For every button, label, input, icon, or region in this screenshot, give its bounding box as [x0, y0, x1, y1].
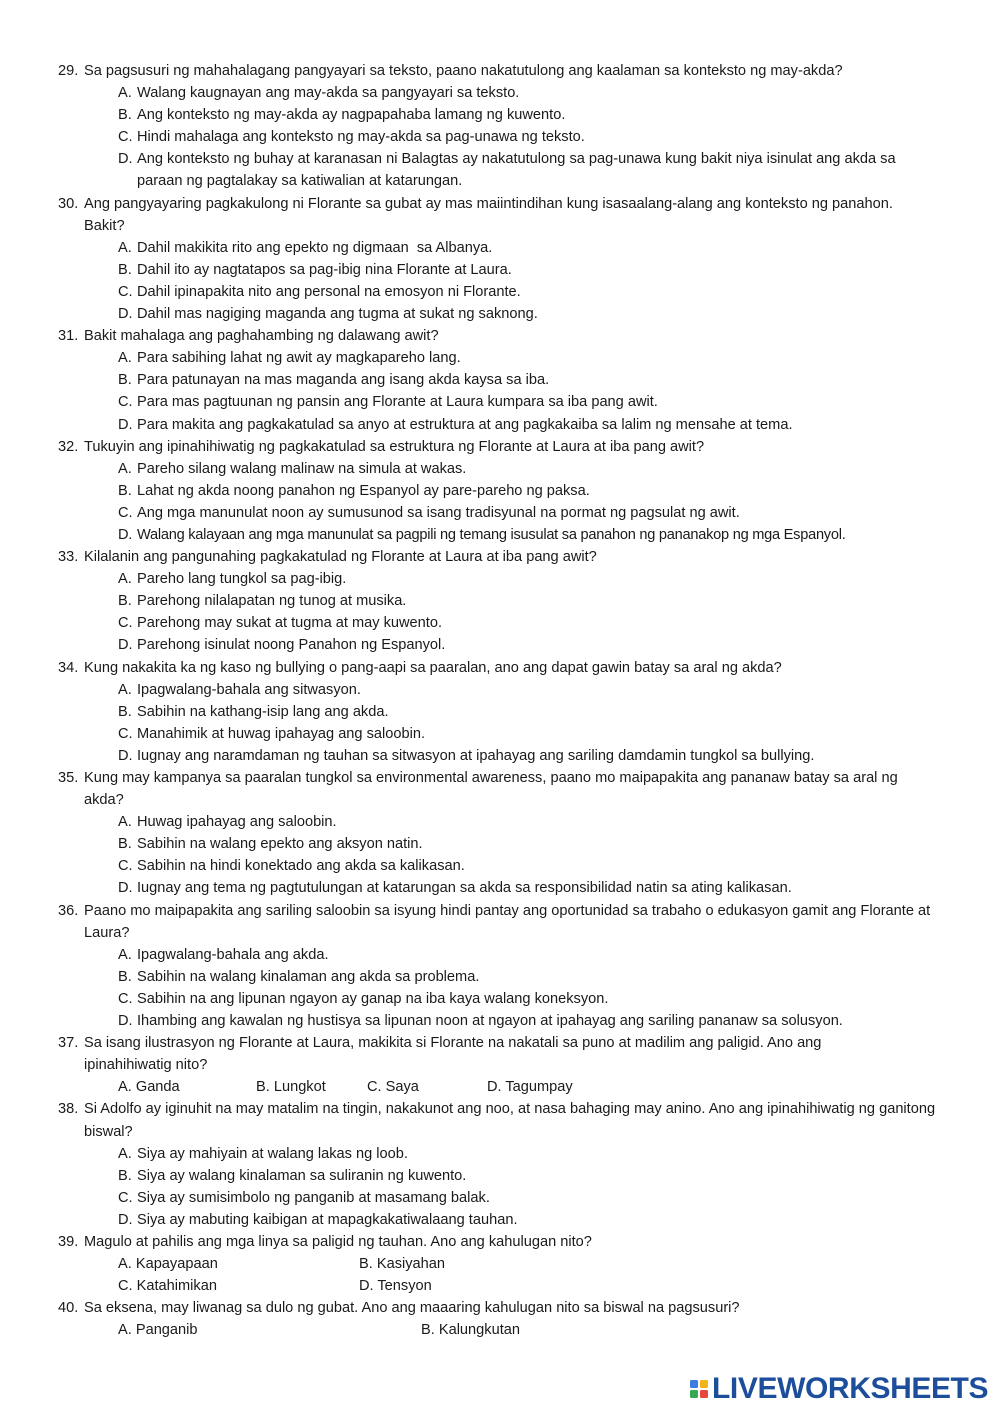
- option-letter: D.: [118, 637, 133, 654]
- option-a[interactable]: A. Panganib: [118, 1322, 198, 1339]
- question-text: [0, 325, 999, 347]
- option-letter: C.: [118, 394, 133, 411]
- option-c[interactable]: C. Saya: [367, 1079, 419, 1096]
- option-b[interactable]: [0, 590, 999, 612]
- option-letter: A.: [118, 350, 132, 367]
- option-letter: B.: [118, 482, 132, 499]
- question-text: [0, 1032, 999, 1076]
- grid-option-row-2: [0, 1275, 999, 1297]
- question-number: 31.: [58, 328, 79, 345]
- option-b[interactable]: [0, 1165, 999, 1187]
- option-letter: B.: [118, 107, 132, 124]
- option-letter: D.: [118, 747, 133, 764]
- option-b[interactable]: [0, 480, 999, 502]
- question-number: 29.: [58, 63, 79, 79]
- liveworksheets-logo: [690, 1372, 988, 1406]
- logo-square-icon: [690, 1380, 698, 1388]
- option-text: Ang konteksto ng may-akda ay nagpapahaba lamang ng kuwento.: [137, 107, 566, 124]
- option-letter: C.: [118, 858, 133, 875]
- option-text: Dahil ito ay nagtatapos sa pag-ibig nina Florante at Laura.: [137, 261, 512, 278]
- option-b[interactable]: B. Kasiyahan: [359, 1256, 445, 1273]
- option-text: Walang kaugnayan ang may-akda sa pangyayari sa teksto.: [137, 85, 520, 102]
- question-38: [0, 1098, 999, 1231]
- option-letter: C.: [118, 1189, 133, 1206]
- option-c[interactable]: [0, 1187, 999, 1209]
- option-list: [0, 944, 999, 1032]
- option-d[interactable]: [0, 303, 999, 325]
- logo-mark-icon: [690, 1380, 708, 1398]
- question-30: [0, 193, 999, 326]
- option-letter: A.: [118, 85, 132, 102]
- option-letter: C.: [118, 725, 133, 742]
- option-text: Ipagwalang-bahala ang sitwasyon.: [137, 681, 361, 698]
- option-letter: A.: [118, 1145, 132, 1162]
- logo-square-icon: [700, 1390, 708, 1398]
- option-text: Pareho silang walang malinaw na simula at wakas.: [137, 460, 467, 477]
- option-text: Ang mga manunulat noon ay sumusunod sa isang tradisyunal na pormat ng pagsulat ng awit.: [137, 504, 740, 521]
- option-a[interactable]: [0, 568, 999, 590]
- option-d[interactable]: D. Tensyon: [359, 1278, 432, 1295]
- option-a[interactable]: [0, 82, 999, 104]
- question-text: [0, 1231, 999, 1253]
- option-letter: C.: [118, 129, 133, 146]
- option-a[interactable]: A. Kapayapaan: [118, 1256, 218, 1273]
- question-number: 32.: [58, 438, 79, 455]
- option-d[interactable]: [0, 1209, 999, 1231]
- question-number: 39.: [58, 1233, 79, 1250]
- question-stem: Tukuyin ang ipinahihiwatig ng pagkakatulad sa estruktura ng Florante at Laura at iba pang awit?: [84, 438, 705, 455]
- option-list: [0, 347, 999, 435]
- question-stem: Ang pangyayaring pagkakulong ni Florante sa gubat ay mas maiintindihan kung isasaalang-alang ang konteksto ng panahon. Bakit?: [84, 195, 893, 234]
- question-36: [0, 900, 999, 1033]
- option-d[interactable]: [0, 1010, 999, 1032]
- option-b[interactable]: [0, 259, 999, 281]
- option-a[interactable]: [0, 811, 999, 833]
- option-text: Huwag ipahayag ang saloobin.: [137, 814, 337, 831]
- option-letter: D.: [118, 1013, 133, 1030]
- option-d[interactable]: [0, 877, 999, 899]
- question-text: [0, 900, 999, 944]
- question-stem: Sa pagsusuri ng mahahalagang pangyayari sa teksto, paano nakatutulong ang kaalaman sa konteksto ng may-akda?: [84, 63, 843, 79]
- option-text: Dahil ipinapakita nito ang personal na emosyon ni Florante.: [137, 283, 521, 300]
- question-number: 40.: [58, 1300, 79, 1317]
- option-letter: B.: [118, 968, 132, 985]
- worksheet: [0, 60, 999, 1341]
- option-letter: B.: [118, 261, 132, 278]
- option-list: [0, 811, 999, 899]
- question-text: [0, 1098, 999, 1142]
- option-letter: A.: [118, 239, 132, 256]
- option-c[interactable]: [0, 502, 999, 524]
- option-list: [0, 1143, 999, 1231]
- option-text: Para makita ang pagkakatulad sa anyo at estruktura at ang pagkakaiba sa lalim ng mensahe at tema.: [137, 416, 793, 433]
- option-text: Sabihin na hindi konektado ang akda sa kalikasan.: [137, 858, 465, 875]
- option-text: Ipagwalang-bahala ang akda.: [137, 946, 329, 963]
- option-c[interactable]: [0, 612, 999, 634]
- option-text: Siya ay mabuting kaibigan at mapagkakatiwalaang tauhan.: [137, 1211, 518, 1228]
- question-29: [0, 60, 999, 193]
- option-letter: C.: [118, 283, 133, 300]
- question-text: [0, 60, 999, 82]
- option-text: Sabihin na kathang-isip lang ang akda.: [137, 703, 389, 720]
- option-text: Siya ay mahiyain at walang lakas ng loob.: [137, 1145, 408, 1162]
- option-a[interactable]: [0, 679, 999, 701]
- question-stem: Kilalanin ang pangunahing pagkakatulad ng Florante at Laura at iba pang awit?: [84, 549, 597, 566]
- option-letter: B.: [118, 703, 132, 720]
- question-text: [0, 436, 999, 458]
- option-letter: C.: [118, 504, 133, 521]
- question-stem: Sa eksena, may liwanag sa dulo ng gubat. Ano ang maaaring kahulugan nito sa biswal na pagsusuri?: [84, 1300, 740, 1317]
- option-letter: D.: [118, 306, 133, 323]
- option-text: Lahat ng akda noong panahon ng Espanyol ay pare-pareho ng paksa.: [137, 482, 590, 499]
- option-text: Parehong isinulat noong Panahon ng Espanyol.: [137, 637, 446, 654]
- option-list: [0, 679, 999, 767]
- question-text: [0, 546, 999, 568]
- option-b[interactable]: [0, 104, 999, 126]
- option-a[interactable]: [0, 458, 999, 480]
- option-text: Walang kalayaan ang mga manunulat sa pagpili ng temang isusulat sa panahon ng pananakop ng mga Espanyol.: [137, 526, 846, 543]
- option-a[interactable]: [0, 347, 999, 369]
- question-number: 36.: [58, 902, 79, 919]
- option-b[interactable]: B. Kalungkutan: [421, 1322, 520, 1339]
- question-31: [0, 325, 999, 435]
- question-number: 33.: [58, 549, 79, 566]
- option-d[interactable]: [0, 414, 999, 436]
- option-text: Parehong nilalapatan ng tunog at musika.: [137, 593, 407, 610]
- option-letter: A.: [118, 460, 132, 477]
- option-text: Para patunayan na mas maganda ang isang akda kaysa sa iba.: [137, 372, 550, 389]
- option-text: Hindi mahalaga ang konteksto ng may-akda sa pag-unawa ng teksto.: [137, 129, 585, 146]
- option-c[interactable]: [0, 281, 999, 303]
- option-text: Pareho lang tungkol sa pag-ibig.: [137, 571, 347, 588]
- option-d[interactable]: [0, 634, 999, 656]
- option-letter: B.: [118, 836, 132, 853]
- question-stem: Kung nakakita ka ng kaso ng bullying o pang-aapi sa paaralan, ano ang dapat gawin batay sa aral ng akda?: [84, 659, 782, 676]
- question-stem: Magulo at pahilis ang mga linya sa paligid ng tauhan. Ano ang kahulugan nito?: [84, 1233, 592, 1250]
- option-list: [0, 82, 999, 192]
- question-number: 37.: [58, 1035, 79, 1052]
- option-c[interactable]: [0, 126, 999, 148]
- logo-square-icon: [690, 1390, 698, 1398]
- option-text: Iugnay ang tema ng pagtutulungan at katarungan sa akda sa responsibilidad natin sa ating kalikasan.: [137, 880, 792, 897]
- option-letter: B.: [118, 593, 132, 610]
- option-d[interactable]: [0, 148, 999, 192]
- question-stem: Si Adolfo ay iginuhit na may matalim na tingin, nakakunot ang noo, at nasa bahaging may anino. Ano ang ipinahihiwatig ng ganitong biswal?: [84, 1101, 936, 1140]
- option-b[interactable]: [0, 966, 999, 988]
- option-text: Sabihin na walang epekto ang aksyon natin.: [137, 836, 423, 853]
- option-c[interactable]: [0, 855, 999, 877]
- option-text: Siya ay sumisimbolo ng panganib at masamang balak.: [137, 1189, 490, 1206]
- option-letter: D.: [118, 1211, 133, 1228]
- option-list: [0, 458, 999, 546]
- question-40: [0, 1297, 999, 1341]
- option-text: Siya ay walang kinalaman sa suliranin ng kuwento.: [137, 1167, 467, 1184]
- option-letter: A.: [118, 814, 132, 831]
- option-a[interactable]: [0, 944, 999, 966]
- option-a[interactable]: [0, 237, 999, 259]
- question-stem: Paano mo maipapakita ang sariling saloobin sa isyung hindi pantay ang oportunidad sa trabaho o edukasyon gamit ang Florante at Laura?: [84, 902, 931, 941]
- option-b[interactable]: [0, 833, 999, 855]
- option-b[interactable]: [0, 701, 999, 723]
- option-d[interactable]: [0, 524, 999, 546]
- option-b[interactable]: B. Lungkot: [256, 1079, 326, 1096]
- option-text: Manahimik at huwag ipahayag ang saloobin.: [137, 725, 426, 742]
- option-text: Para sabihing lahat ng awit ay magkapareho lang.: [137, 350, 461, 367]
- option-text: Dahil mas nagiging maganda ang tugma at sukat ng saknong.: [137, 306, 538, 323]
- option-list: [0, 237, 999, 325]
- option-letter: A.: [118, 946, 132, 963]
- option-list: [0, 568, 999, 656]
- logo-square-icon: [700, 1380, 708, 1388]
- option-text: Sabihin na ang lipunan ngayon ay ganap na iba kaya walang koneksyon.: [137, 990, 609, 1007]
- option-letter: D.: [118, 151, 133, 168]
- inline-option-row: [0, 1076, 999, 1098]
- option-c[interactable]: [0, 391, 999, 413]
- question-number: 34.: [58, 659, 79, 676]
- option-d[interactable]: [0, 745, 999, 767]
- logo-text: LIVEWORKSHEETS: [712, 1372, 989, 1405]
- option-letter: A.: [118, 571, 132, 588]
- question-32: [0, 436, 999, 546]
- pair-option-row: [0, 1319, 999, 1341]
- option-letter: D.: [118, 416, 133, 433]
- option-letter: B.: [118, 372, 132, 389]
- option-a[interactable]: [0, 1143, 999, 1165]
- question-text: [0, 193, 999, 237]
- question-number: 30.: [58, 195, 79, 212]
- option-text: Parehong may sukat at tugma at may kuwento.: [137, 615, 443, 632]
- option-b[interactable]: [0, 369, 999, 391]
- question-stem: Sa isang ilustrasyon ng Florante at Laura, makikita si Florante na nakatali sa puno at madilim ang paligid. Ano ang ipinahihiwatig nito?: [84, 1035, 822, 1074]
- question-33: [0, 546, 999, 656]
- option-letter: C.: [118, 615, 133, 632]
- question-stem: Bakit mahalaga ang paghahambing ng dalawang awit?: [84, 328, 439, 345]
- option-letter: A.: [118, 681, 132, 698]
- option-d[interactable]: D. Tagumpay: [487, 1079, 573, 1096]
- question-stem: Kung may kampanya sa paaralan tungkol sa environmental awareness, paano mo maipapakita ang pananaw batay sa aral ng akda?: [84, 770, 898, 809]
- option-c[interactable]: [0, 988, 999, 1010]
- question-39: [0, 1231, 999, 1297]
- option-a[interactable]: A. Ganda: [118, 1079, 180, 1096]
- question-number: 38.: [58, 1101, 79, 1118]
- option-letter: B.: [118, 1167, 132, 1184]
- option-text: Ang konteksto ng buhay at karanasan ni Balagtas ay nakatutulong sa pag-unawa kung bakit niya isinulat ang akda sa paraan ng pagtalakay sa katiwalian at katarungan.: [137, 151, 896, 190]
- option-letter: D.: [118, 880, 133, 897]
- option-c[interactable]: [0, 723, 999, 745]
- question-37: [0, 1032, 999, 1098]
- question-text: [0, 767, 999, 811]
- option-letter: D.: [118, 526, 133, 543]
- option-text: Ihambing ang kawalan ng hustisya sa lipunan noon at ngayon at ipahayag ang sariling pananaw sa solusyon.: [137, 1013, 843, 1030]
- question-number: 35.: [58, 770, 79, 786]
- option-text: Sabihin na walang kinalaman ang akda sa problema.: [137, 968, 480, 985]
- question-35: [0, 767, 999, 900]
- question-text: [0, 657, 999, 679]
- option-letter: C.: [118, 990, 133, 1007]
- option-text: Para mas pagtuunan ng pansin ang Florante at Laura kumpara sa iba pang awit.: [137, 394, 658, 411]
- question-34: [0, 657, 999, 767]
- option-text: Iugnay ang naramdaman ng tauhan sa sitwasyon at ipahayag ang sariling damdamin tungkol sa bullying.: [137, 747, 815, 764]
- question-text: [0, 1297, 999, 1319]
- option-text: Dahil makikita rito ang epekto ng digmaan sa Albanya.: [137, 239, 493, 256]
- option-c[interactable]: C. Katahimikan: [118, 1278, 217, 1295]
- grid-option-row-1: [0, 1253, 999, 1275]
